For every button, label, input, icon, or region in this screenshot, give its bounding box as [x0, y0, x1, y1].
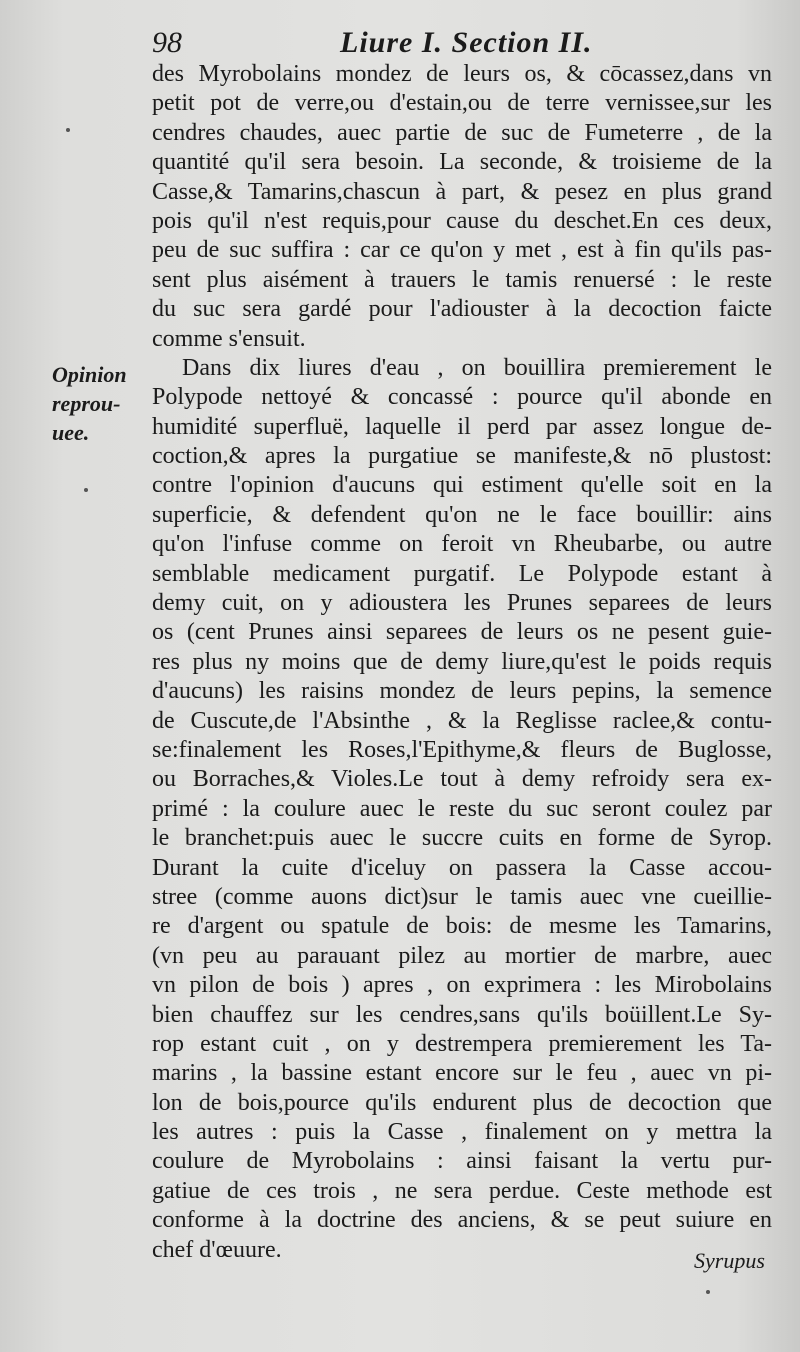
text-line: Durant la cuite d'iceluy on passera la Casse accou- [152, 854, 772, 881]
text-line: chef d'œuure. [152, 1236, 282, 1263]
text-line: re d'argent ou spatule de bois: de mesme les Tamarins, [152, 913, 772, 940]
text-line: res plus ny moins que de demy liure,qu'est le poids requis [152, 648, 772, 675]
text-line: des Myrobolains mondez de leurs os, & cōcassez,dans vn [152, 61, 772, 87]
text-line: sent plus aisément à trauers le tamis renuersé : le reste [152, 266, 772, 293]
text-line: pois qu'il n'est requis,pour cause du deschet.En ces deux, [152, 207, 772, 234]
text-line: les autres : puis la Casse , finalement on y mettra la [152, 1119, 772, 1146]
page-header [150, 22, 790, 62]
text-line: primé : la coulure auec le reste du suc seront coulez par [152, 795, 772, 822]
text-line: coulure de Myrobolains : ainsi faisant la vertu pur- [152, 1148, 772, 1175]
running-head: Liure I. Section II. [340, 26, 593, 59]
margin-note-line: uee. [52, 420, 90, 445]
text-line: du suc sera gardé pour l'adiouster à la decoction faicte [152, 296, 772, 323]
text-line: (vn peu au parauant pilez au mortier de marbre, auec [152, 942, 772, 969]
text-line: petit pot de verre,ou d'estain,ou de terre vernissee,sur les [152, 90, 772, 117]
paragraph-2 [152, 354, 772, 1265]
text-line: humidité superfluë, laquelle il perd par assez longue de- [152, 413, 772, 440]
ink-speck [706, 1290, 710, 1294]
body-text [152, 60, 772, 1265]
text-line: os (cent Prunes ainsi separees de leurs os ne pesent guie- [152, 619, 772, 646]
text-line: marins , la bassine estant encore sur le feu , auec vn pi- [152, 1060, 772, 1087]
text-line: vn pilon de bois ) apres , on exprimera : les Mirobolains [152, 972, 772, 999]
text-line: rop estant cuit , on y destrempera premierement les Ta- [152, 1030, 772, 1057]
text-line: qu'on l'infuse comme on feroit vn Rheubarbe, ou autre [152, 531, 772, 558]
text-line: Casse,& Tamarins,chascun à part, & pesez en plus grand [152, 178, 772, 205]
text-line: peu de suc suffira : car ce qu'on y met , est à fin qu'ils pas- [152, 237, 772, 264]
text-line: quantité qu'il sera besoin. La seconde, & troisieme de la [152, 149, 772, 176]
text-line: demy cuit, on y adioustera les Prunes separees de leurs [152, 590, 772, 617]
margin-note-line: reprou- [52, 391, 121, 416]
page-number: 98 [152, 26, 182, 59]
paragraph-1 [152, 60, 772, 354]
text-line: conforme à la doctrine des anciens, & se peut suiure en [152, 1207, 772, 1234]
text-line: Dans dix liures d'eau , on bouillira premierement le [182, 354, 772, 381]
text-line: semblable medicament purgatif. Le Polypode estant à [152, 560, 772, 587]
text-line: de Cuscute,de l'Absinthe , & la Reglisse raclee,& contu- [152, 707, 772, 734]
margin-note-line: Opinion [52, 362, 127, 387]
text-line: cendres chaudes, auec partie de suc de Fumeterre , de la [152, 119, 772, 146]
catchword: Syrupus [694, 1248, 765, 1273]
text-line: le branchet:puis auec le succre cuits en forme de Syrop. [152, 825, 772, 852]
text-line: comme s'ensuit. [152, 325, 306, 352]
text-line: d'aucuns) les raisins mondez de leurs pepins, la semence [152, 678, 772, 705]
text-line: superficie, & defendent qu'on ne le face bouillir: ains [152, 501, 772, 528]
text-line: strее (comme auons dict)sur le tamis auec vne cueillie- [152, 883, 772, 910]
ink-speck [66, 128, 70, 132]
text-line: bien chauffez sur les cendres,sans qu'ils boüillent.Le Sy- [152, 1001, 772, 1028]
text-line: ou Borraches,& Violes.Le tout à demy refroidy sera ex- [152, 766, 772, 793]
text-line: Polypode nettoyé & concassé : pource qu'il abonde en [152, 384, 772, 411]
margin-note [52, 360, 152, 447]
text-line: coction,& apres la purgatiue se manifeste,& nō plustost: [152, 443, 772, 470]
text-line: se:finalement les Roses,l'Epithyme,& fleurs de Buglosse, [152, 736, 772, 763]
text-line: lon de bois,pource qu'ils endurent plus de decoction que [152, 1089, 772, 1116]
ink-speck [84, 488, 88, 492]
text-line: gatiue de ces trois , ne sera perdue. Ceste methode est [152, 1177, 772, 1204]
text-line: contre l'opinion d'aucuns qui estiment qu'elle soit en la [152, 472, 772, 499]
